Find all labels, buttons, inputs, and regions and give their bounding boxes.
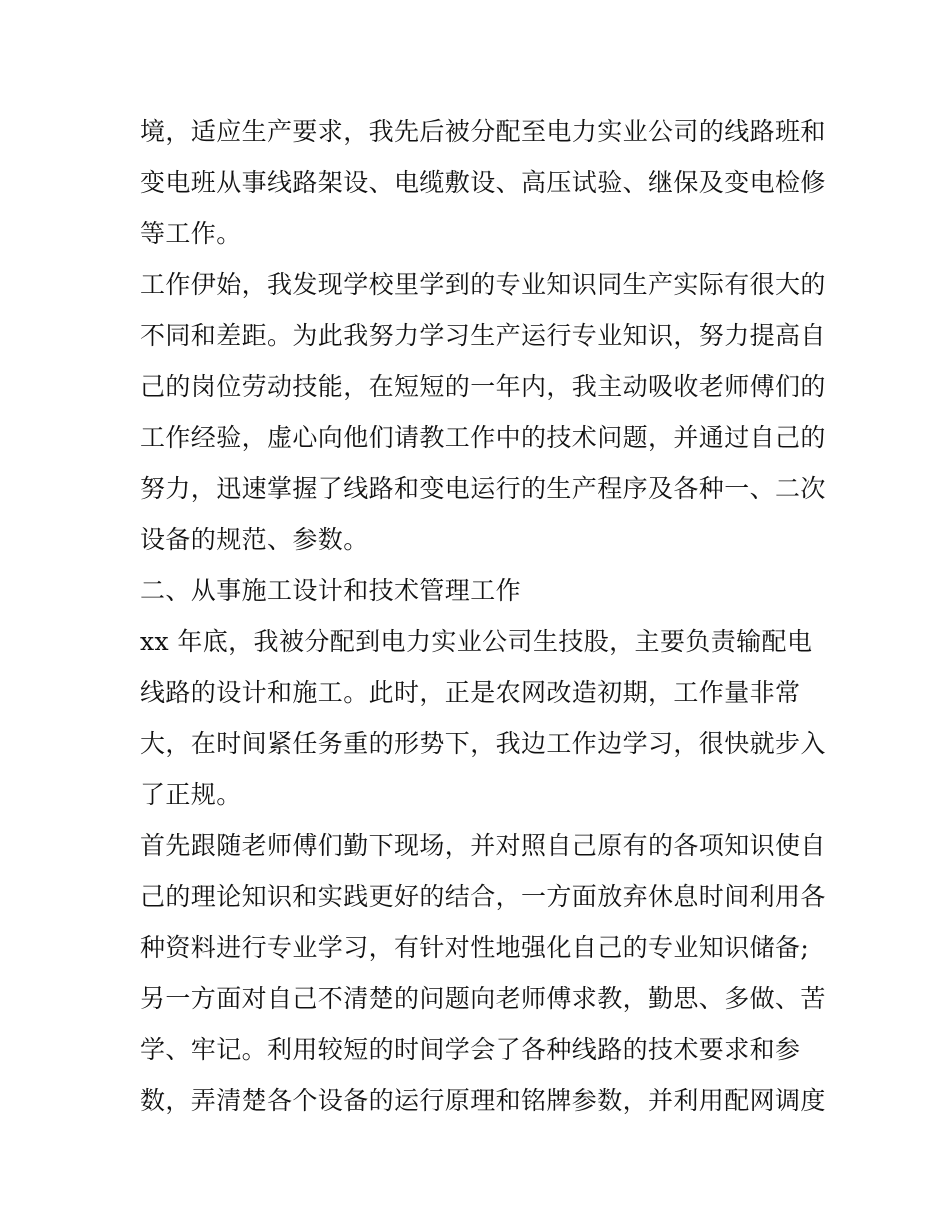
text-line: 种资料进行专业学习，有针对性地强化自己的专业知识储备;: [140, 933, 810, 962]
text-line: 大，在时间紧任务重的形势下，我边工作边学习，很快就步入: [140, 729, 826, 758]
text-line: xx 年底，我被分配到电力实业公司生技股，主要负责输配电: [140, 627, 813, 656]
text-line: 己的岗位劳动技能，在短短的一年内，我主动吸收老师傅们的: [140, 372, 826, 401]
text-line: 工作伊始，我发现学校里学到的专业知识同生产实际有很大的: [140, 270, 826, 299]
text-line: 己的理论知识和实践更好的结合，一方面放弃休息时间利用各: [140, 882, 826, 911]
text-line: 首先跟随老师傅们勤下现场，并对照自己原有的各项知识使自: [140, 831, 826, 860]
text-line: 学、牢记。利用较短的时间学会了各种线路的技术要求和参: [140, 1035, 801, 1064]
text-line: 工作经验，虚心向他们请教工作中的技术问题，并通过自己的: [140, 423, 826, 452]
text-line: 努力，迅速掌握了线路和变电运行的生产程序及各种一、二次: [140, 474, 826, 503]
text-line: 境，适应生产要求，我先后被分配至电力实业公司的线路班和: [140, 117, 826, 146]
text-line: 不同和差距。为此我努力学习生产运行专业知识，努力提高自: [140, 321, 826, 350]
text-line: 了正规。: [140, 780, 242, 809]
section-heading: 二、从事施工设计和技术管理工作: [140, 576, 522, 605]
document-body: [140, 106, 826, 1126]
text-line: 数，弄清楚各个设备的运行原理和铭牌参数，并利用配网调度: [140, 1086, 826, 1115]
text-line: 另一方面对自己不清楚的问题向老师傅求教，勤思、多做、苦: [140, 984, 826, 1013]
text-line: 线路的设计和施工。此时，正是农网改造初期，工作量非常: [140, 678, 801, 707]
text-line: 等工作。: [140, 219, 242, 248]
text-line: 设备的规范、参数。: [140, 525, 369, 554]
text-line: 变电班从事线路架设、电缆敷设、高压试验、继保及变电检修: [140, 168, 826, 197]
